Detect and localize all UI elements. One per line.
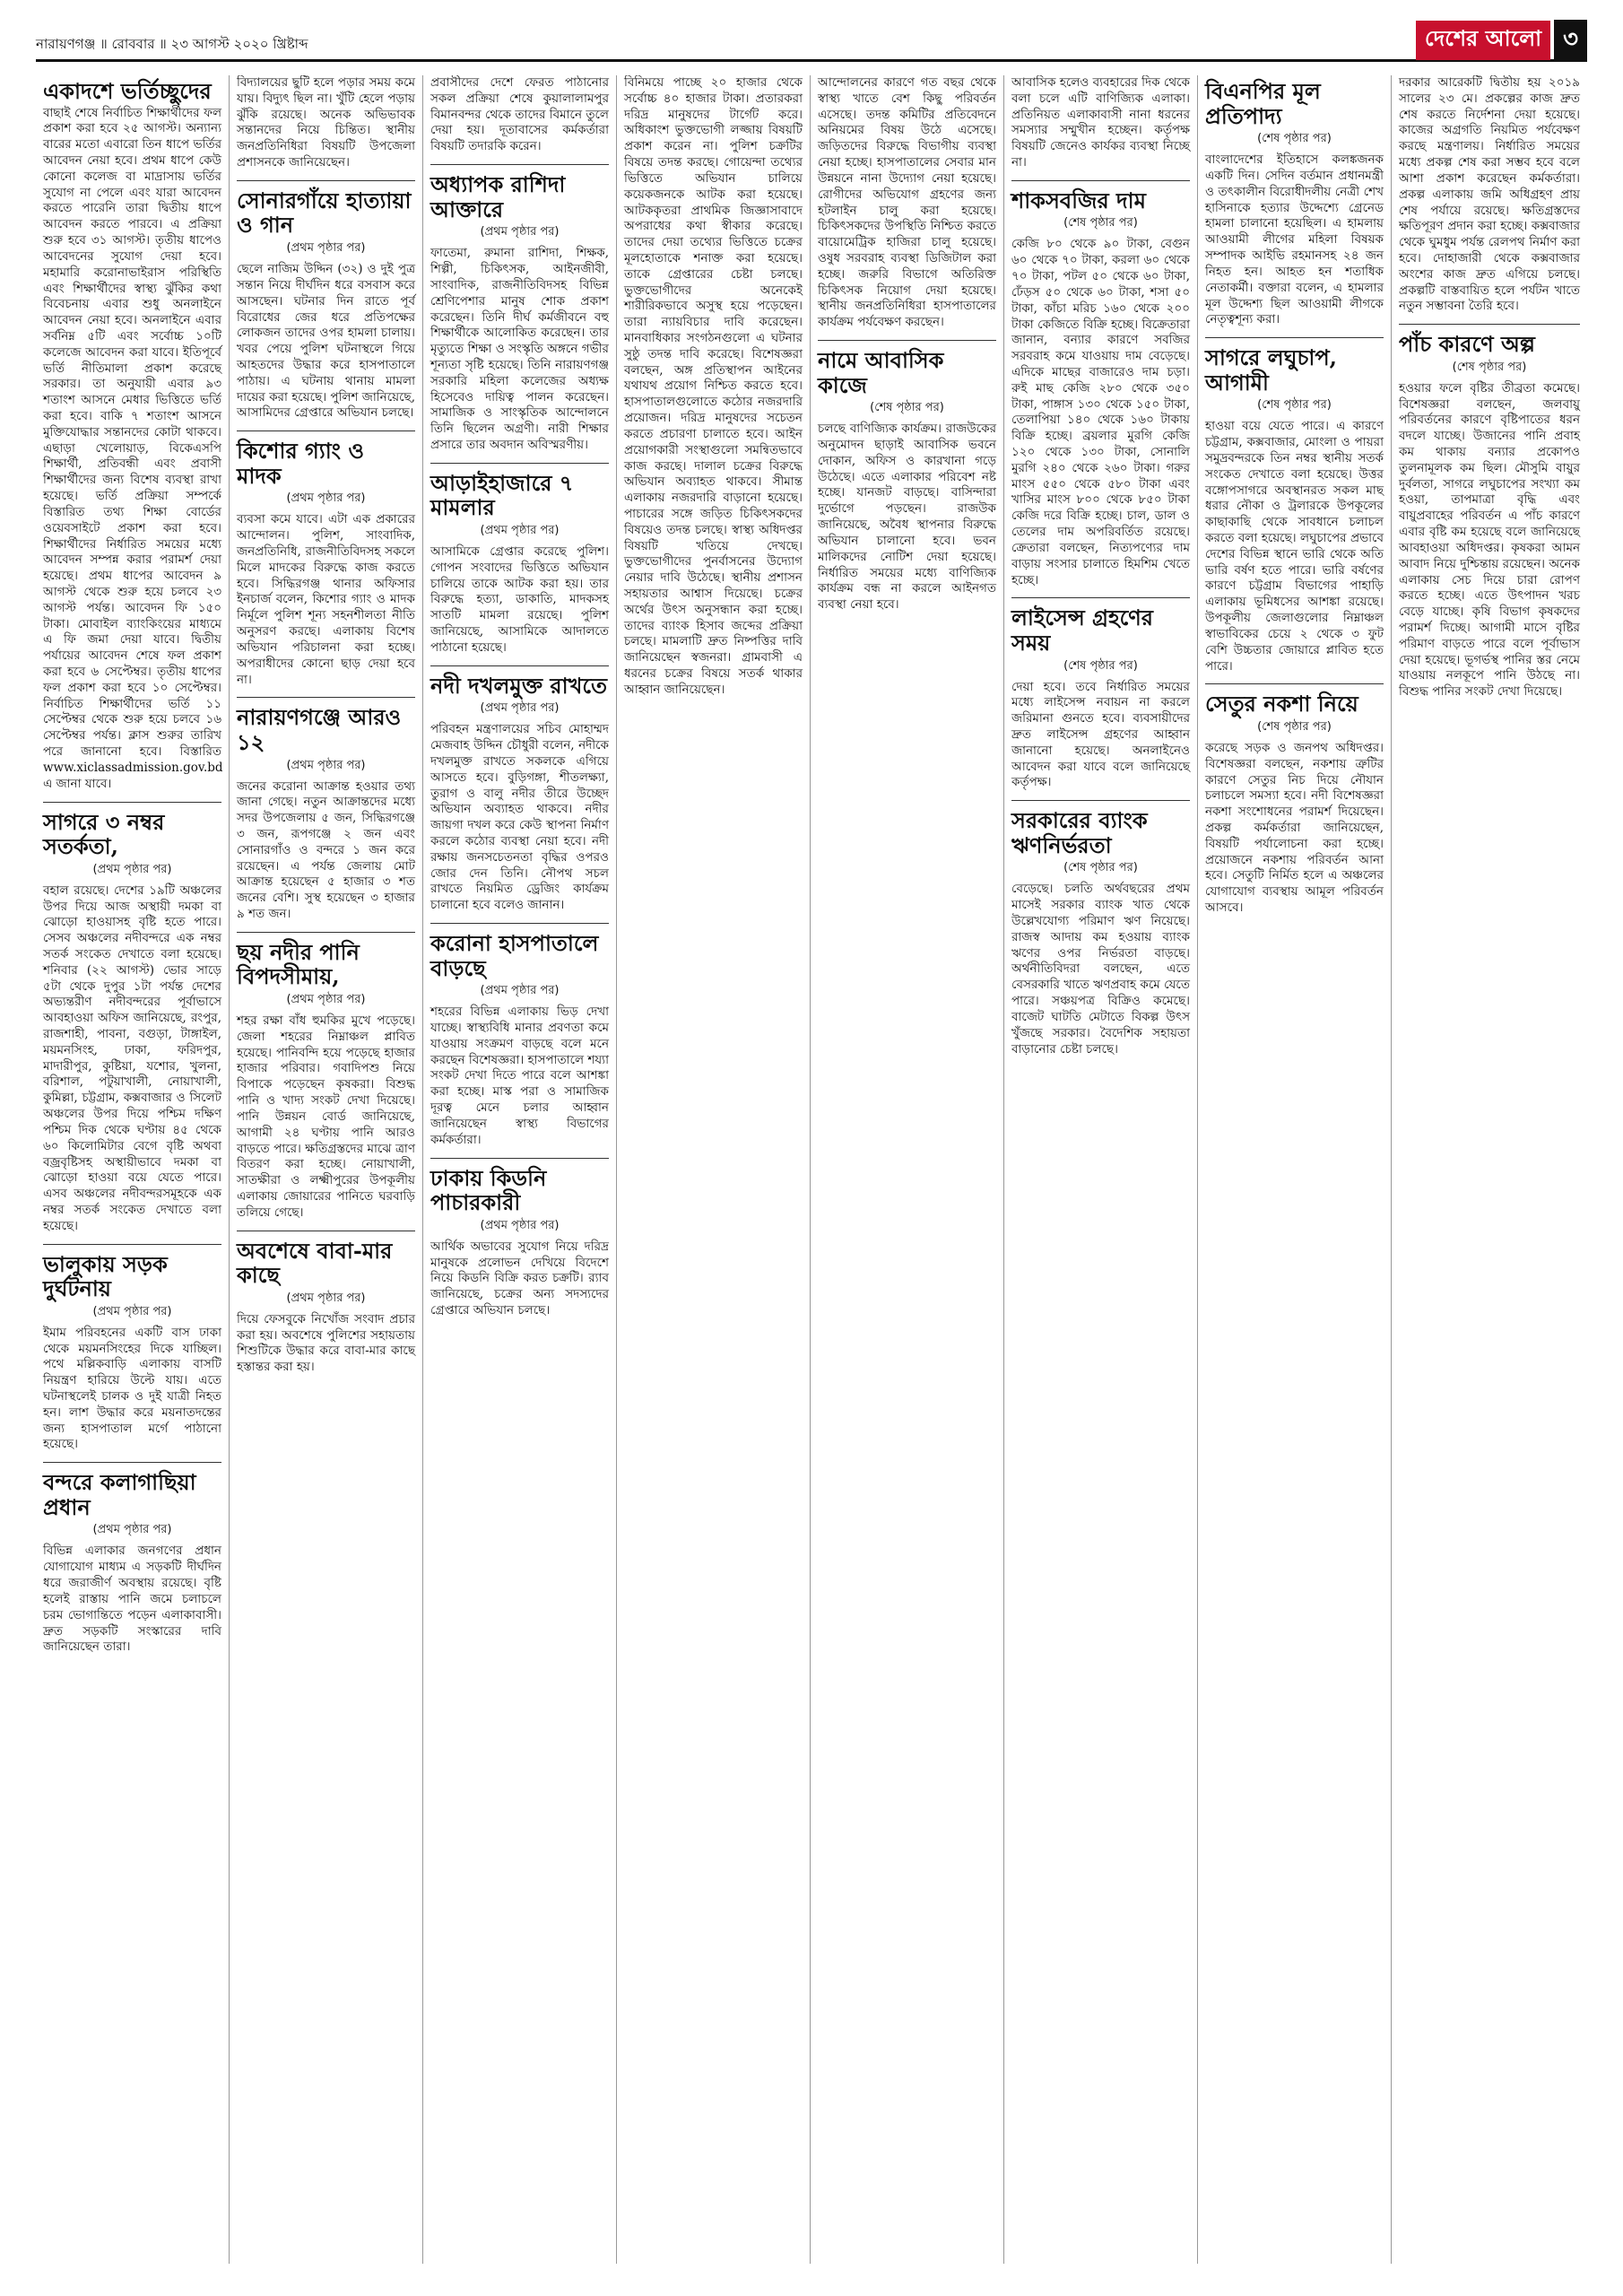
article-headline: করোনা হাসপাতালে বাড়ছে [430, 930, 599, 981]
article-body: আবাসিক হলেও ব্যবহারের দিক থেকে বলা চলে এটি বাণিজ্যিক এলাকা। প্রতিনিয়ত এলাকাবাসী নানা ধরনের সমস্যার সম্মুখীন হচ্ছেন। কর্তৃপক্ষ বিষয়টি জেনেও কার্যকর ব্যবস্থা নিচ্ছে না। [1011, 75, 1190, 170]
continuation-note: (প্রথম পৃষ্ঠার পর) [480, 984, 560, 998]
article-headline: ঢাকায় কিডনি পাচারকারী [430, 1164, 547, 1216]
article-divider [430, 463, 609, 464]
column-4 [617, 75, 811, 2264]
article-headline: নদী দখলমুক্ত রাখতে [430, 672, 607, 699]
page-number: ৩ [1554, 20, 1587, 61]
article-body: আসামিকে গ্রেপ্তার করেছে পুলিশ। গোপন সংবাদের ভিত্তিতে অভিযান চালিয়ে তাকে আটক করা হয়। তার বিরুদ্ধে হত্যা, ডাকাতি, মাদকসহ সাতটি মামলা রয়েছে। পুলিশ জানিয়েছে, আসামিকে আদালতে পাঠানো হয়েছে। [430, 544, 609, 655]
continuation-note: (শেষ পৃষ্ঠার পর) [1063, 861, 1138, 875]
article-headline: লাইসেন্স গ্রহণের সময় [1011, 604, 1154, 656]
article-headline: সেতুর নকশা নিয়ে [1205, 691, 1358, 718]
continuation-note: (প্রথম পৃষ্ঠার পর) [286, 758, 366, 772]
article-body: দিয়ে ফেসবুকে নিখোঁজ সংবাদ প্রচার করা হয়। অবশেষে পুলিশের সহায়তায় শিশুটিকে উদ্ধার করে বাবা-মার কাছে হস্তান্তর করা হয়। [237, 1311, 415, 1375]
article [430, 931, 609, 1149]
article [818, 348, 996, 613]
article-body: বেড়েছে। চলতি অর্থবছরের প্রথম মাসেই সরকার ব্যাংক খাত থেকে উল্লেখযোগ্য পরিমাণ ঋণ নিয়েছে। রাজস্ব আদায় কম হওয়ায় ব্যাংক ঋণের ওপর নির্ভরতা বাড়ছে। অর্থনীতিবিদরা বলছেন, এতে বেসরকারি খাতে ঋণপ্রবাহ কমে যেতে পারে। সঞ্চয়পত্র বিক্রিও কমেছে। বাজেট ঘাটতি মেটাতে বিকল্প উৎস খুঁজছে সরকার। বৈদেশিক সহায়তা বাড়ানোর চেষ্টা চলছে। [1011, 882, 1190, 1057]
continuation-note: (প্রথম পৃষ্ঠার পর) [286, 1291, 366, 1305]
article-divider [1205, 337, 1384, 338]
article [430, 674, 609, 914]
article-divider [1399, 324, 1580, 325]
article [237, 188, 415, 422]
continuation-note: (শেষ পৃষ্ঠার পর) [1257, 719, 1332, 734]
article-headline: বন্দরে কলাগাছিয়া প্রধান [43, 1469, 196, 1520]
continuation-note: (প্রথম পৃষ্ঠার পর) [480, 1218, 560, 1232]
article [1011, 605, 1190, 791]
continuation-note: (প্রথম পৃষ্ঠার পর) [92, 862, 172, 876]
article-body: বিভিন্ন এলাকার জনগণের প্রধান যোগাযোগ মাধ্যম এ সড়কটি দীর্ঘদিন ধরে জরাজীর্ণ অবস্থায় রয়েছে। বৃষ্টি হলেই রাস্তায় পানি জমে চলাচলে চরম ভোগান্তিতে পড়েন এলাকাবাসী। দ্রুত সড়কটি সংস্কারের দাবি জানিয়েছেন তারা। [43, 1544, 221, 1655]
column-3 [423, 75, 617, 2264]
article-body: ইমাম পরিবহনের একটি বাস ঢাকা থেকে ময়মনসিংহের দিকে যাচ্ছিল। পথে মল্লিকবাড়ি এলাকায় বাসটি নিয়ন্ত্রণ হারিয়ে উল্টে যায়। এতে ঘটনাস্থলেই চালক ও দুই যাত্রী নিহত হন। লাশ উদ্ধার করে ময়নাতদন্তের জন্য হাসপাতাল মর্গে পাঠানো হয়েছে। [43, 1325, 221, 1452]
article-headline: সরকারের ব্যাংক ঋণনির্ভরতা [1011, 807, 1148, 858]
continuation-note: (প্রথম পৃষ্ঠার পর) [92, 1304, 172, 1318]
article-body: দরকার আরেকটি দ্বিতীয় হয় ২০১৯ সালের ২৩ মে। প্রকল্পের কাজ দ্রুত শেষ করতে নির্দেশনা দেয়া হয়েছে। কাজের অগ্রগতি নিয়মিত পর্যবেক্ষণ করছে মন্ত্রণালয়। নির্ধারিত সময়ের মধ্যে প্রকল্প শেষ করা সম্ভব হবে বলে আশা প্রকাশ করেছেন কর্মকর্তারা। প্রকল্প এলাকায় জমি অধিগ্রহণ প্রায় শেষ পর্যায়ে রয়েছে। ক্ষতিগ্রস্তদের ক্ষতিপূরণ প্রদান করা হচ্ছে। কক্সবাজার থেকে ঘুমধুম পর্যন্ত রেলপথ নির্মাণ করা হবে। দোহাজারী থেকে কক্সবাজার অংশের কাজ দ্রুত এগিয়ে চলছে। প্রকল্পটি বাস্তবায়িত হলে পর্যটন খাতে নতুন সম্ভাবনা তৈরি হবে। [1399, 75, 1580, 314]
continuation-note: (শেষ পৃষ্ঠার পর) [870, 401, 944, 415]
article-body: আর্থিক অভাবের সুযোগ নিয়ে দরিদ্র মানুষকে প্রলোভন দেখিয়ে বিদেশে নিয়ে কিডনি বিক্রি করত চক্রটি। র‍্যাব জানিয়েছে, চক্রের অন্য সদস্যদের গ্রেপ্তারে অভিযান চলছে। [430, 1239, 609, 1318]
article [1011, 75, 1190, 171]
continuation-note: (শেষ পৃষ্ঠার পর) [1063, 658, 1138, 673]
article-body: প্রবাসীদের দেশে ফেরত পাঠানোর সকল প্রক্রিয়া শেষে কুয়ালালামপুর বিমানবন্দর থেকে তাদের বিমানে তুলে দেয়া হয়। দূতাবাসের কর্মকর্তারা বিষয়টি তদারকি করেন। [430, 75, 609, 154]
article-divider [430, 164, 609, 165]
brand-logo [1416, 23, 1587, 57]
article-headline: ছয় নদীর পানি বিপদসীমায়, [237, 938, 360, 990]
article [237, 1239, 415, 1376]
article [1205, 79, 1384, 328]
column-2 [230, 75, 423, 2264]
continuation-note: (প্রথম পৃষ্ঠার পর) [286, 993, 366, 1006]
article-body: ফাতেমা, রুমানা রাশিদা, শিক্ষক, শিল্পী, চিকিৎসক, আইনজীবী, সাংবাদিক, রাজনীতিবিদসহ বিভিন্ন শ্রেণিপেশার মানুষ শোক প্রকাশ করেছেন। তিনি দীর্ঘ কর্মজীবনে বহু শিক্ষার্থীকে আলোকিত করেছেন। তার মৃত্যুতে শিক্ষা ও সংস্কৃতি অঙ্গনে গভীর শূন্যতা সৃষ্টি হয়েছে। তিনি নারায়ণগঞ্জ সরকারি মহিলা কলেজের অধ্যক্ষ হিসেবেও দায়িত্ব পালন করেছেন। সামাজিক ও সাংস্কৃতিক আন্দোলনে তিনি ছিলেন অগ্রণী। নারী শিক্ষার প্রসারে তার অবদান অবিস্মরণীয়। [430, 246, 609, 452]
continuation-note: (প্রথম পৃষ্ঠার পর) [286, 491, 366, 506]
article [1205, 691, 1384, 917]
article-divider [430, 1158, 609, 1159]
article [1011, 188, 1190, 588]
article [430, 75, 609, 155]
column-8 [1392, 75, 1587, 2264]
article [430, 172, 609, 454]
article-divider [237, 932, 415, 933]
article-divider [1011, 800, 1190, 801]
article [43, 1470, 221, 1656]
article-body: ছেলে নাজিম উদ্দিন (৩২) ও দুই পুত্র সন্তান নিয়ে দীর্ঘদিন ধরে বসবাস করে আসছেন। ঘটনার দিন রাতে পূর্ব বিরোধের জের ধরে প্রতিপক্ষের লোকজন তাদের ওপর হামলা চালায়। খবর পেয়ে পুলিশ ঘটনাস্থলে গিয়ে আহতদের উদ্ধার করে হাসপাতালে পাঠায়। এ ঘটনায় থানায় মামলা দায়ের করা হয়েছে। পুলিশ জানিয়েছে, আসামিদের গ্রেপ্তারে অভিযান চলছে। [237, 262, 415, 421]
article-body: বিদ্যালয়ের ছুটি হলে পড়ার সময় কমে যায়। বিদ্যুৎ ছিল না। খুঁটি হেলে পড়ায় ঝুঁকি রয়েছে। অনেক অভিভাবক সন্তানদের নিয়ে চিন্তিত। স্থানীয় জনপ্রতিনিধিরা বিষয়টি উপজেলা প্রশাসনকে জানিয়েছেন। [237, 75, 415, 170]
article-body: হাওয়া বয়ে যেতে পারে। এ কারণে চট্টগ্রাম, কক্সবাজার, মোংলা ও পায়রা সমুদ্রবন্দরকে তিন নম্বর স্থানীয় সতর্ক সংকেত দেখাতে বলা হয়েছে। উত্তর বঙ্গোপসাগরে অবস্থানরত সকল মাছ ধরার নৌকা ও ট্রলারকে উপকূলের কাছাকাছি থেকে সাবধানে চলাচল করতে বলা হয়েছে। লঘুচাপের প্রভাবে দেশের বিভিন্ন স্থানে ভারি থেকে অতি ভারি বর্ষণ হতে পারে। ভারি বর্ষণের কারণে চট্টগ্রাম বিভাগের পাহাড়ি এলাকায় ভূমিধসের আশঙ্কা রয়েছে। উপকূলীয় জেলাগুলোর নিম্নাঞ্চল স্বাভাবিকের চেয়ে ২ থেকে ৩ ফুট বেশি উচ্চতার জোয়ারে প্লাবিত হতে পারে। [1205, 419, 1384, 674]
article-headline: ভালুকায় সড়ক দুর্ঘটনায় [43, 1250, 168, 1302]
article-headline: নামে আবাসিক কাজে [818, 347, 944, 398]
article [818, 75, 996, 331]
continuation-note: (শেষ পৃষ্ঠার পর) [1257, 398, 1332, 413]
article [1399, 75, 1580, 315]
article [624, 75, 803, 699]
article-body: বাংলাদেশের ইতিহাসে কলঙ্কজনক একটি দিন। সেদিন বর্তমান প্রধানমন্ত্রী ও তৎকালীন বিরোধীদলীয় নেত্রী শেখ হাসিনাকে হত্যার উদ্দেশ্যে গ্রেনেড হামলা চালানো হয়েছিল। এ হামলায় আওয়ামী লীগের মহিলা বিষয়ক সম্পাদক আইভি রহমানসহ ২৪ জন নিহত হন। আহত হন শতাধিক নেতাকর্মী। বক্তারা বলেন, এ হামলার মূল উদ্দেশ্য ছিল আওয়ামী লীগকে নেতৃত্বশূন্য করা। [1205, 152, 1384, 327]
article-headline: পাঁচ কারণে অল্প [1399, 331, 1535, 358]
brand-name: দেশের আলো [1416, 21, 1550, 60]
article-headline: একাদশে ভর্তিচ্ছুদের [43, 78, 212, 104]
article-body: কেজি ৮০ থেকে ৯০ টাকা, বেগুন ৬০ থেকে ৭০ টাকা, করলা ৬০ থেকে ৭০ টাকা, পটল ৫০ থেকে ৬০ টাকা, ঢেঁড়স ৫০ থেকে ৬০ টাকা, শসা ৫০ টাকা, কাঁচা মরিচ ১৬০ থেকে ২০০ টাকা কেজিতে বিক্রি হচ্ছে। বিক্রেতারা জানান, বন্যার কারণে সবজির সরবরাহ কমে যাওয়ায় দাম বেড়েছে। এদিকে মাছের বাজারেও দাম চড়া। রুই মাছ কেজি ২৮০ থেকে ৩৫০ টাকা, পাঙ্গাস ১৩০ থেকে ১৫০ টাকা, তেলাপিয়া ১৪০ থেকে ১৬০ টাকায় বিক্রি হচ্ছে। ব্রয়লার মুরগি কেজি ১২০ থেকে ১৩০ টাকা, সোনালি মুরগি ২৪০ থেকে ২৬০ টাকা। গরুর মাংস ৫৫০ থেকে ৫৮০ টাকা এবং খাসির মাংস ৮০০ থেকে ৮৫০ টাকা কেজি দরে বিক্রি হচ্ছে। চাল, ডাল ও তেলের দাম অপরিবর্তিত রয়েছে। ক্রেতারা বলছেন, নিত্যপণ্যের দাম বাড়ায় সংসার চালাতে হিমশিম খেতে হচ্ছে। [1011, 237, 1190, 587]
continuation-note: (শেষ পৃষ্ঠার পর) [1452, 360, 1527, 374]
article-headline: অবশেষে বাবা-মার কাছে [237, 1237, 393, 1289]
article-divider [237, 697, 415, 698]
article-divider [1011, 597, 1190, 598]
article-headline: অধ্যাপক রাশিদা আক্তারে [430, 171, 566, 222]
continuation-note: (প্রথম পৃষ্ঠার পর) [480, 701, 560, 716]
article-body: দেয়া হবে। তবে নির্ধারিত সময়ের মধ্যে লাইসেন্স নবায়ন না করলে জরিমানা গুনতে হবে। ব্যবসায়ীদের দ্রুত লাইসেন্স গ্রহণের আহ্বান জানানো হয়েছে। অনলাইনেও আবেদন করা যাবে বলে জানিয়েছে কর্তৃপক্ষ। [1011, 679, 1190, 790]
article-divider [430, 923, 609, 924]
article-body: চলছে বাণিজ্যিক কার্যক্রম। রাজউকের অনুমোদন ছাড়াই আবাসিক ভবনে দোকান, অফিস ও কারখানা গড়ে উঠেছে। এতে এলাকার পরিবেশ নষ্ট হচ্ছে। যানজট বাড়ছে। বাসিন্দারা দুর্ভোগে পড়ছেন। রাজউক জানিয়েছে, অবৈধ স্থাপনার বিরুদ্ধে অভিযান চালানো হবে। ভবন মালিকদের নোটিশ দেয়া হয়েছে। নির্ধারিত সময়ের মধ্যে বাণিজ্যিক কার্যক্রম বন্ধ না করলে আইনগত ব্যবস্থা নেয়া হবে। [818, 422, 996, 613]
article [430, 471, 609, 657]
article [1205, 345, 1384, 674]
article-body: জনের করোনা আক্রান্ত হওয়ার তথ্য জানা গেছে। নতুন আক্রান্তদের মধ্যে সদর উপজেলায় ৫ জন, সিদ্ধিরগঞ্জে ৩ জন, রূপগঞ্জে ২ জন এবং সোনারগাঁও ও বন্দরে ১ জন করে রয়েছেন। এ পর্যন্ত জেলায় মোট আক্রান্ত হয়েছেন ৫ হাজার ৩ শত জনের বেশি। সুস্থ হয়েছেন ৩ হাজার ৯ শত জন। [237, 778, 415, 921]
article-headline: আড়াইহাজারে ৭ মামলার [430, 469, 574, 521]
column-1 [36, 75, 230, 2264]
article [43, 1252, 221, 1454]
article-body: শহর রক্ষা বাঁধ হুমকির মুখে পড়েছে। জেলা শহরের নিম্নাঞ্চল প্লাবিত হয়েছে। পানিবন্দি হয়ে পড়েছে হাজার হাজার পরিবার। গবাদিপশু নিয়ে বিপাকে পড়েছেন কৃষকরা। বিশুদ্ধ পানি ও খাদ্য সংকট দেখা দিয়েছে। পানি উন্নয়ন বোর্ড জানিয়েছে, আগামী ২৪ ঘণ্টায় পানি আরও বাড়তে পারে। ক্ষতিগ্রস্তদের মাঝে ত্রাণ বিতরণ করা হচ্ছে। নোয়াখালী, সাতক্ষীরা ও লক্ষ্মীপুরের উপকূলীয় এলাকায় জোয়ারের পানিতে ঘরবাড়ি তলিয়ে গেছে। [237, 1013, 415, 1220]
article-body: বিনিময়ে পাচ্ছে ২০ হাজার থেকে সর্বোচ্চ ৪০ হাজার টাকা। প্রতারকরা দরিদ্র মানুষদের টার্গেট করে। অধিকাংশ ভুক্তভোগী লজ্জায় বিষয়টি প্রকাশ করেন না। পুলিশ চক্রটির বিষয়ে তদন্ত করছে। গোয়েন্দা তথ্যের ভিত্তিতে অভিযান চালিয়ে কয়েকজনকে আটক করা হয়েছে। আটককৃতরা প্রাথমিক জিজ্ঞাসাবাদে অপরাধের কথা স্বীকার করেছে। তাদের দেয়া তথ্যের ভিত্তিতে চক্রের মূলহোতাকে শনাক্ত করা হয়েছে। তাকে গ্রেপ্তারের চেষ্টা চলছে। ভুক্তভোগীদের অনেকেই শারীরিকভাবে অসুস্থ হয়ে পড়েছেন। তারা ন্যায়বিচার দাবি করেছেন। মানবাধিকার সংগঠনগুলো এ ঘটনার সুষ্ঠু তদন্ত দাবি করেছে। বিশেষজ্ঞরা বলছেন, অঙ্গ প্রতিস্থাপন আইনের যথাযথ প্রয়োগ নিশ্চিত করতে হবে। হাসপাতালগুলোতে কঠোর নজরদারি প্রয়োজন। দরিদ্র মানুষদের সচেতন করতে প্রচারণা চালাতে হবে। আইন প্রয়োগকারী সংস্থাগুলো সমন্বিতভাবে কাজ করছে। দালাল চক্রের বিরুদ্ধে অভিযান অব্যাহত থাকবে। সীমান্ত এলাকায় নজরদারি বাড়ানো হয়েছে। পাচারের সঙ্গে জড়িত চিকিৎসকদের বিষয়েও তদন্ত চলছে। স্বাস্থ্য অধিদপ্তর বিষয়টি খতিয়ে দেখছে। ভুক্তভোগীদের পুনর্বাসনের উদ্যোগ নেয়ার দাবি উঠেছে। স্থানীয় প্রশাসন সহায়তার আশ্বাস দিয়েছে। চক্রের অর্থের উৎস অনুসন্ধান করা হচ্ছে। তাদের ব্যাংক হিসাব জব্দের প্রক্রিয়া চলছে। মামলাটি দ্রুত নিষ্পত্তির দাবি জানিয়েছেন স্বজনরা। গ্রামবাসী এ ধরনের চক্রের বিষয়ে সতর্ক থাকার আহ্বান জানিয়েছেন। [624, 75, 803, 697]
article-headline: শাকসবজির দাম [1011, 187, 1146, 213]
article-divider [1011, 180, 1190, 181]
article-headline: কিশোর গ্যাং ও মাদক [237, 438, 365, 489]
article-divider [430, 665, 609, 666]
column-6 [1004, 75, 1198, 2264]
article-body: করেছে সড়ক ও জনপথ অধিদপ্তর। বিশেষজ্ঞরা বলছেন, নকশায় ত্রুটির কারণে সেতুর নিচ দিয়ে নৌযান চলাচলে সমস্যা হবে। নদী বিশেষজ্ঞরা নকশা সংশোধনের পরামর্শ দিয়েছেন। প্রকল্প কর্মকর্তারা জানিয়েছেন, বিষয়টি পর্যালোচনা করা হচ্ছে। প্রয়োজনে নকশায় পরিবর্তন আনা হবে। সেতুটি নির্মিত হলে এ অঞ্চলের যোগাযোগ ব্যবস্থায় আমূল পরিবর্তন আসবে। [1205, 740, 1384, 916]
continuation-note: (শেষ পৃষ্ঠার পর) [1063, 216, 1138, 230]
article [1011, 808, 1190, 1057]
article-divider [818, 340, 996, 341]
continuation-note: (প্রথম পৃষ্ঠার পর) [92, 1523, 172, 1537]
article [43, 79, 221, 793]
masthead [36, 23, 1587, 62]
article-divider [237, 430, 415, 431]
article-body: ব্যবসা কমে যাবে। এটা এক প্রকারের আন্দোলন। পুলিশ, সাংবাদিক, জনপ্রতিনিধি, রাজনীতিবিদসহ সকলে মিলে মাদকের বিরুদ্ধে কাজ করতে হবে। সিদ্ধিরগঞ্জ থানার অফিসার ইনচার্জ বলেন, কিশোর গ্যাং ও মাদক নির্মূলে পুলিশ শূন্য সহনশীলতা নীতি অনুসরণ করছে। এলাকায় বিশেষ অভিযান পরিচালনা করা হচ্ছে। অপরাধীদের কোনো ছাড় দেয়া হবে না। [237, 512, 415, 687]
article-headline: সাগরে ৩ নম্বর সতর্কতা, [43, 808, 165, 860]
article-body: হওয়ার ফলে বৃষ্টির তীব্রতা কমেছে। বিশেষজ্ঞরা বলছেন, জলবায়ু পরিবর্তনের কারণে বৃষ্টিপাতের ধরন বদলে যাচ্ছে। উজানের পানি প্রবাহ কম থাকায় বন্যার প্রকোপও তুলনামূলক কম ছিল। মৌসুমি বায়ুর দুর্বলতা, সাগরে লঘুচাপের সংখ্যা কম হওয়া, তাপমাত্রা বৃদ্ধি এবং বায়ুপ্রবাহের পরিবর্তন এ পাঁচ কারণে এবার বৃষ্টি কম হয়েছে বলে জানিয়েছে আবহাওয়া অধিদপ্তর। কৃষকরা আমন আবাদ নিয়ে দুশ্চিন্তায় রয়েছেন। অনেক এলাকায় সেচ দিয়ে চারা রোপণ করতে হচ্ছে। এতে উৎপাদন খরচ বেড়ে যাচ্ছে। কৃষি বিভাগ কৃষকদের পরামর্শ দিচ্ছে। আগামী মাসে বৃষ্টির পরিমাণ বাড়তে পারে বলে পূর্বাভাস দেয়া হয়েছে। ভূগর্ভস্থ পানির স্তর নেমে যাওয়ায় নলকূপে পানি উঠছে না। বিশুদ্ধ পানির সংকট দেখা দিয়েছে। [1399, 380, 1580, 700]
column-7 [1198, 75, 1392, 2264]
dateline: নারায়ণগঞ্জ ॥ রোববার ॥ ২৩ আগস্ট ২০২০ খ্রিষ্টাব্দ [36, 36, 308, 52]
article-headline: সাগরে লঘুচাপ, আগামী [1205, 344, 1338, 396]
article [430, 1166, 609, 1319]
article-body: বহাল রয়েছে। দেশের ১৯টি অঞ্চলের উপর দিয়ে আজ অস্থায়ী দমকা বা ঝোড়ো হাওয়াসহ বৃষ্টি হতে পারে। সেসব অঞ্চলের নদীবন্দরে এক নম্বর সতর্ক সংকেত দেখাতে বলা হয়েছে। শনিবার (২২ আগস্ট) ভোর সাড়ে ৫টা থেকে দুপুর ১টা পর্যন্ত দেশের অভ্যন্তরীণ নদীবন্দরের পূর্বাভাসে আবহাওয়া অফিস জানিয়েছে, রংপুর, রাজশাহী, পাবনা, বগুড়া, টাঙ্গাইল, ময়মনসিংহ, ঢাকা, ফরিদপুর, মাদারীপুর, কুষ্টিয়া, যশোর, খুলনা, বরিশাল, পটুয়াখালী, নোয়াখালী, কুমিল্লা, চট্টগ্রাম, কক্সবাজার ও সিলেট অঞ্চলের উপর দিয়ে পশ্চিম দক্ষিণ পশ্চিম দিক থেকে ঘণ্টায় ৪৫ থেকে ৬০ কিলোমিটার বেগে বৃষ্টি অথবা বজ্রবৃষ্টিসহ অস্থায়ীভাবে দমকা বা ঝোড়ো হাওয়া বয়ে যেতে পারে। এসব অঞ্চলের নদীবন্দরসমূহকে এক নম্বর সতর্ক সংকেত দেখাতে বলা হয়েছে। [43, 883, 221, 1233]
article-headline: নারায়ণগঞ্জে আরও ১২ [237, 704, 402, 755]
article [237, 439, 415, 688]
article [1399, 332, 1580, 700]
article [43, 810, 221, 1235]
article-divider [1205, 683, 1384, 684]
article [237, 705, 415, 923]
article-headline: সোনারগাঁয়ে হাত্যায়া ও গান [237, 187, 412, 239]
article-headline: বিএনপির মূল প্রতিপাদ্য [1205, 78, 1321, 129]
article-divider [237, 180, 415, 181]
column-5 [811, 75, 1004, 2264]
continuation-note: (শেষ পৃষ্ঠার পর) [1257, 132, 1332, 146]
continuation-note: (প্রথম পৃষ্ঠার পর) [286, 241, 366, 256]
article-body: বাছাই শেষে নির্বাচিত শিক্ষার্থীদের ফল প্রকাশ করা হবে ২৫ আগস্ট। অন্যান্য বারের মতো এবারো তিন ধাপে ভর্তির আবেদন নেয়া হবে। প্রথম ধাপে কেউ কোনো কলেজ বা মাদ্রাসায় ভর্তির সুযোগ না পেলে এবং যারা আবেদন করতে পারেনি তারা দ্বিতীয় ধাপে আবেদন করতে পারবে। এ প্রক্রিয়া শুরু হবে ৩১ আগস্ট। তৃতীয় ধাপেও আবেদনের সুযোগ দেয়া হবে। মহামারি করোনাভাইরাস পরিস্থিতি এবং শিক্ষার্থীদের স্বাস্থ্য ঝুঁকির কথা বিবেচনায় এবার শুধু অনলাইনে আবেদন নেয়া হবে। অনলাইনে এবার সর্বনিম্ন ৫টি এবং সর্বোচ্চ ১০টি কলেজে আবেদন করা যাবে। ইতিপূর্বে ভর্তি নীতিমালা প্রকাশ করেছে সরকার। তা অনুযায়ী এবার ৯৩ শতাংশ আসনে মেধার ভিত্তিতে ভর্তি করা হবে। বাকি ৭ শতাংশ আসনে মুক্তিযোদ্ধার সন্তানদের কোটা থাকবে। এছাড়া খেলোয়াড়, বিকেএসপি শিক্ষার্থী, প্রতিবন্ধী এবং প্রবাসী শিক্ষার্থীদের জন্য বিশেষ ব্যবস্থা রাখা হয়েছে। ভর্তি প্রক্রিয়া সম্পর্কে বিস্তারিত তথ্য শিক্ষা বোর্ডের ওয়েবসাইটে প্রকাশ করা হবে। শিক্ষার্থীদের নির্ধারিত সময়ের মধ্যে আবেদন সম্পন্ন করার পরামর্শ দেয়া হয়েছে। প্রথম ধাপের আবেদন ৯ আগস্ট থেকে শুরু হয়ে চলবে ২৩ আগস্ট পর্যন্ত। আবেদন ফি ১৫০ টাকা। মোবাইল ব্যাংকিংয়ের মাধ্যমে এ ফি জমা দেয়া যাবে। দ্বিতীয় পর্যায়ের আবেদন শেষে ফল প্রকাশ করা হবে ৬ সেপ্টেম্বর। তৃতীয় ধাপের ফল প্রকাশ করা হবে ১০ সেপ্টেম্বর। নির্বাচিত শিক্ষার্থীদের ভর্তি ১১ সেপ্টেম্বর থেকে শুরু হয়ে চলবে ১৬ সেপ্টেম্বর পর্যন্ত। ক্লাস শুরুর তারিখ পরে জানানো হবে। বিস্তারিত www.xiclassadmission.gov.bd এ জানা যাবে। [43, 105, 223, 791]
article-divider [43, 802, 221, 803]
article [237, 75, 415, 171]
article-body: শহরের বিভিন্ন এলাকায় ভিড় দেখা যাচ্ছে। স্বাস্থ্যবিধি মানার প্রবণতা কমে যাওয়ায় সংক্রমণ বাড়ছে বলে মনে করছেন বিশেষজ্ঞরা। হাসপাতালে শয্যা সংকট দেখা দিতে পারে বলে আশঙ্কা করা হচ্ছে। মাস্ক পরা ও সামাজিক দূরত্ব মেনে চলার আহ্বান জানিয়েছেন স্বাস্থ্য বিভাগের কর্মকর্তারা। [430, 1004, 609, 1147]
continuation-note: (প্রথম পৃষ্ঠার পর) [480, 524, 560, 537]
article-divider [43, 1462, 221, 1463]
continuation-note: (প্রথম পৃষ্ঠার পর) [480, 225, 560, 239]
article-columns [36, 75, 1587, 2264]
article-body: আন্দোলনের কারণে গত বছর থেকে স্বাস্থ্য খাতে বেশ কিছু পরিবর্তন এসেছে। তদন্ত কমিটির প্রতিবেদনে অনিয়মের বিষয় উঠে এসেছে। জড়িতদের বিরুদ্ধে বিভাগীয় ব্যবস্থা নেয়া হচ্ছে। হাসপাতালের সেবার মান উন্নয়নে নানা উদ্যোগ নেয়া হয়েছে। রোগীদের অভিযোগ গ্রহণের জন্য হটলাইন চালু করা হয়েছে। চিকিৎসকদের উপস্থিতি নিশ্চিত করতে বায়োমেট্রিক হাজিরা চালু হয়েছে। ওষুধ সরবরাহ ব্যবস্থা ডিজিটাল করা হচ্ছে। জরুরি বিভাগে অতিরিক্ত চিকিৎসক নিয়োগ দেয়া হয়েছে। স্থানীয় জনপ্রতিনিধিরা হাসপাতালের কার্যক্রম পর্যবেক্ষণ করছেন। [818, 75, 996, 330]
article-divider [43, 1244, 221, 1245]
article-body: পরিবহন মন্ত্রণালয়ের সচিব মোহাম্মদ মেজবাহ উদ্দিন চৌধুরী বলেন, নদীকে দখলমুক্ত রাখতে সকলকে এগিয়ে আসতে হবে। বুড়িগঙ্গা, শীতলক্ষ্যা, তুরাগ ও বালু নদীর তীরে উচ্ছেদ অভিযান অব্যাহত থাকবে। নদীর জায়গা দখল করে কেউ স্থাপনা নির্মাণ করলে কঠোর ব্যবস্থা নেয়া হবে। নদী রক্ষায় জনসচেতনতা বৃদ্ধির ওপরও জোর দেন তিনি। নৌপথ সচল রাখতে নিয়মিত ড্রেজিং কার্যক্রম চালানো হবে বলেও জানান। [430, 722, 609, 913]
article [237, 940, 415, 1222]
